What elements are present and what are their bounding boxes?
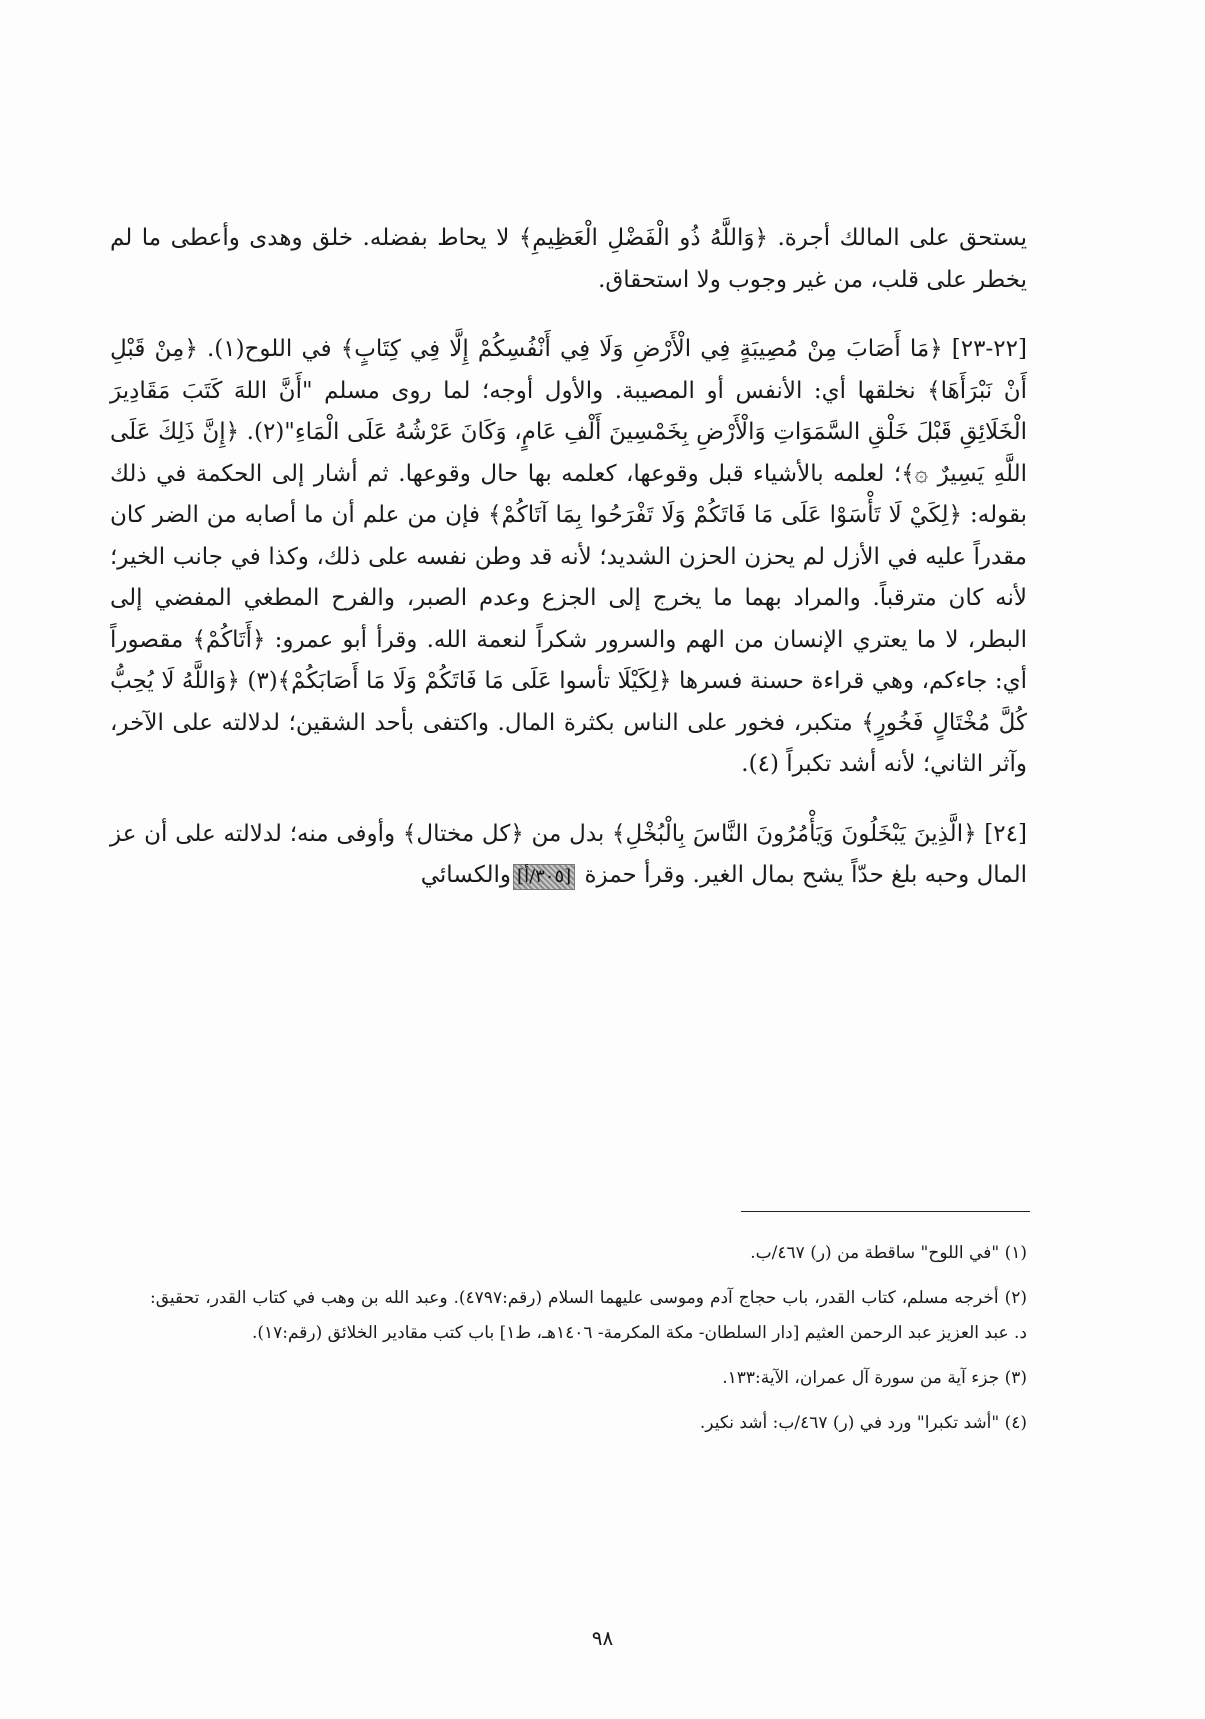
paragraph-verse-24 [110, 814, 1027, 897]
paragraph-verse-24-text: [٢٤] ﴿الَّذِينَ يَبْخَلُونَ وَيَأْمُرُونَ النَّاسَ بِالْبُخْلِ﴾ بدل من ﴿كل مختال﴾ وأوفى منه؛ لدلالته على أن عز المال وحبه بلغ حدّاً يشح بمال الغير. وقرأ حمزة [110, 820, 1027, 888]
main-text-body [110, 218, 1027, 897]
footnote-separator [741, 1211, 1030, 1212]
paragraph-verse-24-tail: والكسائي [420, 862, 512, 888]
page-number: ٩٨ [591, 1626, 614, 1650]
footnote-3: (٣) جزء آية من سورة آل عمران، الآية:١٣٣. [722, 1368, 1027, 1388]
footnotes [150, 1236, 1027, 1451]
footnote-1: (١) "في اللوح" ساقطة من (ر) ٤٦٧/ب. [750, 1243, 1027, 1263]
manuscript-folio-marker: [٣٠٥/أ] [513, 864, 575, 890]
footnote-4: (٤) "أشد تكبرا" ورد في (ر) ٤٦٧/ب: أشد نكير. [699, 1413, 1027, 1433]
paragraph-1: يستحق على المالك أجرة. ﴿وَاللَّهُ ذُو الْفَضْلِ الْعَظِيمِ﴾ لا يحاط بفضله. خلق وهدى وأعطى ما لم يخطر على قلب، من غير وجوب ولا استحقاق. [110, 225, 1027, 293]
footnote-2: (٢) أخرجه مسلم، كتاب القدر، باب حجاج آدم وموسى عليهما السلام (رقم:٤٧٩٧). وعبد الله بن وهب في كتاب القدر، تحقيق: د. عبد العزيز عبد الرحمن العثيم [دار السلطان- مكة المكرمة- ١٤٠٦هـ، ط١] باب كتب مقادير الخلائق (رقم:١٧). [150, 1288, 1027, 1343]
paragraph-verses-22-23: [٢٢-٢٣] ﴿مَا أَصَابَ مِنْ مُصِيبَةٍ فِي الْأَرْضِ وَلَا فِي أَنْفُسِكُمْ إِلَّا فِي كِتَابٍ﴾ في اللوح(١). ﴿مِنْ قَبْلِ أَنْ نَبْرَأَهَا﴾ نخلقها أي: الأنفس أو المصيبة. والأول أوجه؛ لما روى مسلم "أَنَّ اللهَ كَتَبَ مَقَادِيرَ الْخَلَائِقِ قَبْلَ خَلْقِ السَّمَوَاتِ وَالْأَرْضِ بِخَمْسِينَ أَلْفِ عَامٍ، وَكَانَ عَرْشُهُ عَلَى الْمَاءِ"(٢). ﴿إِنَّ ذَلِكَ عَلَى اللَّهِ يَسِيرٌ ۞﴾؛ لعلمه بالأشياء قبل وقوعها، كعلمه بها حال وقوعها. ثم أشار إلى الحكمة في ذلك بقوله: ﴿لِكَيْ لَا تَأْسَوْا عَلَى مَا فَاتَكُمْ وَلَا تَفْرَحُوا بِمَا آتَاكُمْ﴾ فإن من علم أن ما أصابه من الضر كان مقدراً عليه في الأزل لم يحزن الحزن الشديد؛ لأنه قد وطن نفسه على ذلك، وكذا في جانب الخير؛ لأنه كان مترقباً. والمراد بهما ما يخرج إلى الجزع وعدم الصبر، والفرح المطغي المفضي إلى البطر، لا ما يعتري الإنسان من الهم والسرور شكراً لنعمة الله. وقرأ أبو عمرو: ﴿أَتَاكُمْ﴾ مقصوراً أي: جاءكم، وهي قراءة حسنة فسرها ﴿لِكَيْلَا تأسوا عَلَى مَا فَاتَكُمْ وَلَا مَا أَصَابَكُمْ﴾(٣) ﴿وَاللَّهُ لَا يُحِبُّ كُلَّ مُخْتَالٍ فَخُورٍ﴾ متكبر، فخور على الناس بكثرة المال. واكتفى بأحد الشقين؛ لدلالته على الآخر، وآثر الثاني؛ لأنه أشد تكبراً (٤). [110, 336, 1028, 777]
